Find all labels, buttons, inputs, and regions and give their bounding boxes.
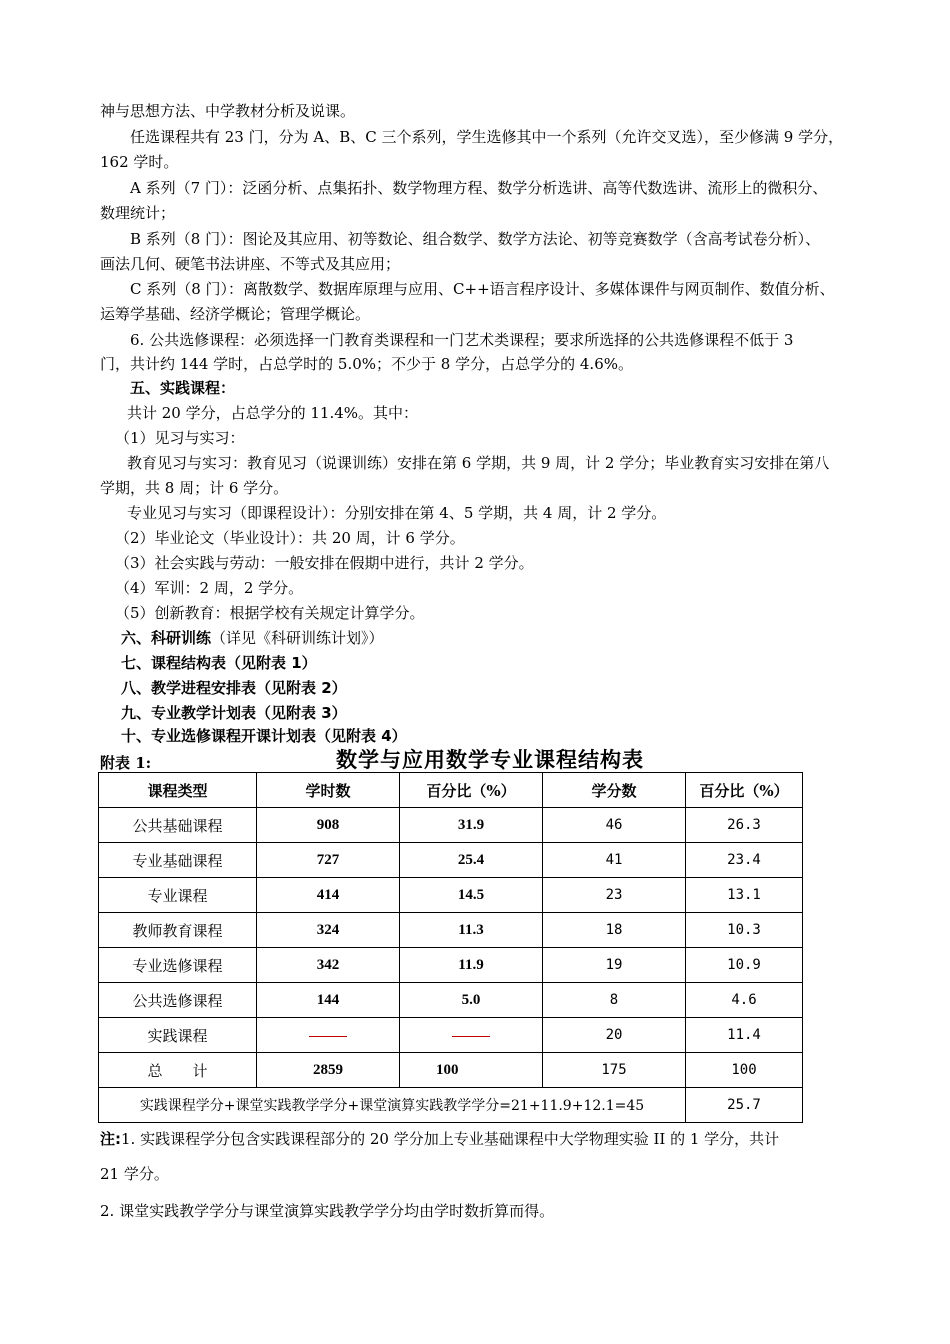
table-row bbox=[99, 808, 803, 843]
hours-cell-empty bbox=[257, 1018, 400, 1053]
credits-percent-cell: 10.3 bbox=[686, 913, 803, 948]
intro-line: 神与思想方法、中学教材分析及说课。 bbox=[100, 102, 356, 120]
total-credits-cell: 175 bbox=[543, 1053, 686, 1088]
summary-value-cell: 25.7 bbox=[686, 1088, 803, 1123]
credits-cell: 46 bbox=[543, 808, 686, 843]
note-prefix: 注: bbox=[100, 1130, 121, 1148]
public-elective-line-2: 门，共计约 144 学时，占总学时的 5.0%；不少于 8 学分，占总学分的 4.6%。 bbox=[100, 355, 634, 373]
course-type-cell: 公共选修课程 bbox=[99, 983, 257, 1018]
major-internship-line: 专业见习与实习（即课程设计）：分别安排在第 4、5 学期，共 4 周，计 2 学分。 bbox=[127, 504, 667, 522]
practice-total: 共计 20 学分，占总学分的 11.4%。其中： bbox=[127, 404, 419, 422]
credits-cell: 41 bbox=[543, 843, 686, 878]
series-b-line-2: 画法几何、硬笔书法讲座、不等式及其应用； bbox=[100, 255, 401, 273]
hours-percent-cell: 11.3 bbox=[400, 913, 543, 948]
section-9: 九、专业教学计划表（见附表 3） bbox=[121, 704, 347, 722]
dash-mark bbox=[452, 1036, 490, 1037]
hours-percent-cell: 25.4 bbox=[400, 843, 543, 878]
header-hours-percent: 百分比（%） bbox=[400, 773, 543, 808]
hours-percent-cell: 31.9 bbox=[400, 808, 543, 843]
hours-percent-cell: 11.9 bbox=[400, 948, 543, 983]
header-credits-percent: 百分比（%） bbox=[686, 773, 803, 808]
table-total-row bbox=[99, 1053, 803, 1088]
credits-cell: 23 bbox=[543, 878, 686, 913]
table-label: 附表 1: bbox=[100, 754, 152, 772]
table-row bbox=[99, 1018, 803, 1053]
credits-percent-cell: 13.1 bbox=[686, 878, 803, 913]
series-b-line-1: B 系列（8 门）：图论及其应用、初等数论、组合数学、数学方法论、初等竞赛数学（含高考试卷分析）、 bbox=[130, 230, 821, 248]
header-hours: 学时数 bbox=[257, 773, 400, 808]
practice-item-1: （1）见习与实习： bbox=[115, 429, 245, 447]
practice-item-5: （5）创新教育：根据学校有关规定计算学分。 bbox=[115, 604, 425, 622]
series-a-line-2: 数理统计； bbox=[100, 204, 176, 222]
dash-mark bbox=[309, 1036, 347, 1037]
hours-cell: 727 bbox=[257, 843, 400, 878]
header-credits: 学分数 bbox=[543, 773, 686, 808]
total-credits-percent-cell: 100 bbox=[686, 1053, 803, 1088]
education-internship-line-2: 学期，共 8 周；计 6 学分。 bbox=[100, 479, 289, 497]
elective-line-1: 任选课程共有 23 门，分为 A、B、C 三个系列，学生选修其中一个系列（允许交叉选），至少修满 9 学分， bbox=[130, 128, 844, 146]
series-c-line-1: C 系列（8 门）：离散数学、数据库原理与应用、C++语言程序设计、多媒体课件与网页制作、数值分析、 bbox=[130, 280, 835, 298]
hours-cell: 342 bbox=[257, 948, 400, 983]
section-6 bbox=[121, 628, 384, 648]
credits-cell: 19 bbox=[543, 948, 686, 983]
course-structure-table bbox=[98, 772, 803, 1123]
hours-percent-cell-empty bbox=[400, 1018, 543, 1053]
practice-heading: 五、实践课程： bbox=[130, 379, 236, 397]
credits-cell: 20 bbox=[543, 1018, 686, 1053]
series-a-line-1: A 系列（7 门）：泛函分析、点集拓扑、数学物理方程、数学分析选讲、高等代数选讲、流形上的微积分、 bbox=[130, 179, 828, 197]
education-internship-line-1: 教育见习与实习：教育见习（说课训练）安排在第 6 学期，共 9 周，计 2 学分；毕业教育实习安排在第八 bbox=[127, 454, 830, 472]
section-7: 七、课程结构表（见附表 1） bbox=[121, 654, 317, 672]
credits-percent-cell: 23.4 bbox=[686, 843, 803, 878]
table-row bbox=[99, 878, 803, 913]
hours-cell: 908 bbox=[257, 808, 400, 843]
header-course-type: 课程类型 bbox=[99, 773, 257, 808]
note-2: 2. 课堂实践教学学分与课堂演算实践教学学分均由学时数折算而得。 bbox=[100, 1202, 555, 1220]
table-row bbox=[99, 843, 803, 878]
practice-item-2: （2）毕业论文（毕业设计）：共 20 周，计 6 学分。 bbox=[115, 529, 465, 547]
note-1 bbox=[100, 1128, 779, 1149]
public-elective-line-1: 6. 公共选修课程：必须选择一门教育类课程和一门艺术类课程；要求所选择的公共选修课程不低于 3 bbox=[130, 331, 794, 349]
hours-cell: 414 bbox=[257, 878, 400, 913]
practice-item-3: （3）社会实践与劳动：一般安排在假期中进行，共计 2 学分。 bbox=[115, 554, 534, 572]
section-10: 十、专业选修课程开课计划表（见附表 4） bbox=[121, 727, 407, 745]
credits-cell: 8 bbox=[543, 983, 686, 1018]
section-6-note: （详见《科研训练计划》） bbox=[211, 629, 384, 647]
course-type-cell: 公共基础课程 bbox=[99, 808, 257, 843]
table-row bbox=[99, 913, 803, 948]
series-c-line-2: 运筹学基础、经济学概论；管理学概论。 bbox=[100, 305, 371, 323]
hours-cell: 144 bbox=[257, 983, 400, 1018]
course-type-cell: 实践课程 bbox=[99, 1018, 257, 1053]
table-summary-row bbox=[99, 1088, 803, 1123]
note-1-continued: 21 学分。 bbox=[100, 1165, 169, 1183]
table-row bbox=[99, 948, 803, 983]
course-type-cell: 专业基础课程 bbox=[99, 843, 257, 878]
hours-cell: 324 bbox=[257, 913, 400, 948]
credits-percent-cell: 11.4 bbox=[686, 1018, 803, 1053]
credits-percent-cell: 4.6 bbox=[686, 983, 803, 1018]
credits-percent-cell: 26.3 bbox=[686, 808, 803, 843]
total-hours-cell: 2859 bbox=[257, 1053, 400, 1088]
hours-percent-cell: 14.5 bbox=[400, 878, 543, 913]
credits-percent-cell: 10.9 bbox=[686, 948, 803, 983]
credits-cell: 18 bbox=[543, 913, 686, 948]
section-8: 八、教学进程安排表（见附表 2） bbox=[121, 679, 347, 697]
table-header-row bbox=[99, 773, 803, 808]
course-type-cell: 教师教育课程 bbox=[99, 913, 257, 948]
practice-item-4: （4）军训：2 周，2 学分。 bbox=[115, 579, 304, 597]
total-label-cell: 总 计 bbox=[99, 1053, 257, 1088]
note-1-text: 1. 实践课程学分包含实践课程部分的 20 学分加上专业基础课程中大学物理实验 II 的 1 学分，共计 bbox=[121, 1130, 780, 1148]
course-type-cell: 专业课程 bbox=[99, 878, 257, 913]
elective-line-2: 162 学时。 bbox=[100, 153, 179, 171]
table-title: 数学与应用数学专业课程结构表 bbox=[336, 747, 644, 772]
total-hours-percent-cell: 100 bbox=[400, 1053, 543, 1088]
section-6-title: 六、科研训练 bbox=[121, 629, 212, 647]
table-row bbox=[99, 983, 803, 1018]
hours-percent-cell: 5.0 bbox=[400, 983, 543, 1018]
course-type-cell: 专业选修课程 bbox=[99, 948, 257, 983]
summary-label-cell: 实践课程学分+课堂实践教学学分+课堂演算实践教学学分=21+11.9+12.1=45 bbox=[99, 1088, 686, 1123]
